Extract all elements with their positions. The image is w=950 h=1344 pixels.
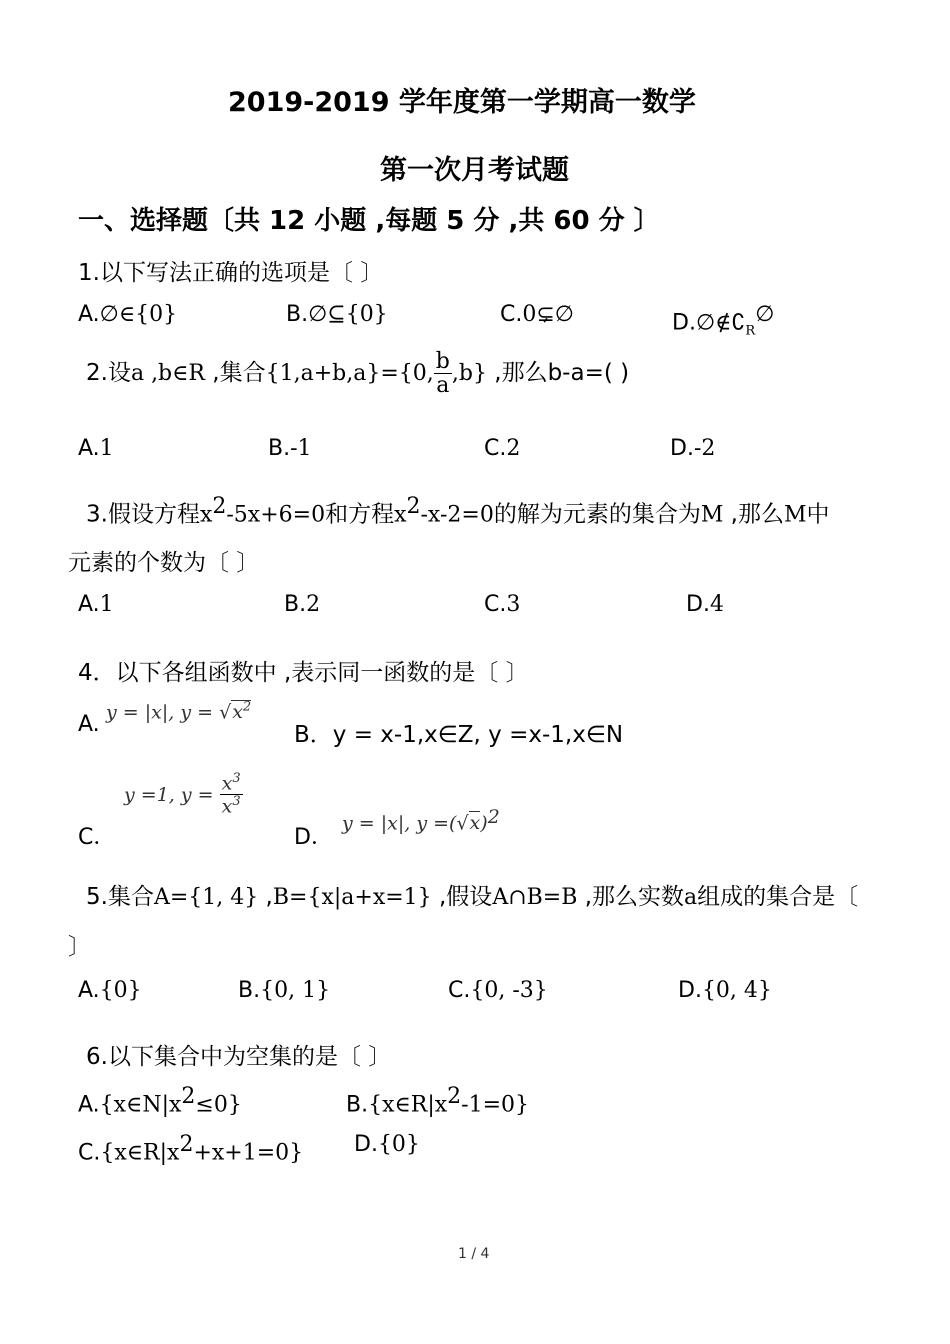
- q5-option-d: D.{0, 4}: [678, 978, 772, 1003]
- q4-option-a: A.: [78, 712, 100, 737]
- q6-option-c: $C.\{x\in R|x^2+x+1=0\}$: [78, 1132, 304, 1166]
- q4-stem: 4．以下各组函数中 ,表示同一函数的是〔 〕: [78, 660, 529, 686]
- page-number: 1 / 4: [458, 1246, 490, 1262]
- q4-option-b: B．y = x-1,x∈Z, y =x-1,x∈N: [294, 722, 624, 748]
- q3-option-a: A.1: [78, 592, 114, 617]
- exam-title: 2019-2019 学年度第一学期高一数学: [228, 87, 696, 118]
- q2-stem: 2.设a ,b∈R ,集合{1,a+b,a}={0, $\frac{b}{a}$ ,b} ,那么b-a=( ): [86, 349, 630, 399]
- q2-option-b: B.-1: [268, 436, 312, 461]
- q5-option-a: A.{0}: [78, 978, 142, 1003]
- q2-option-c: C.2: [484, 436, 521, 461]
- q4-option-c: C．: [78, 825, 116, 850]
- q6-option-a: $A.\{x\in N|x^2\le 0\}$: [78, 1084, 242, 1118]
- q1-option-a: A.∅∈{0}: [78, 302, 178, 327]
- q5-stem: 5.集合A={1, 4} ,B={x|a+x=1} ,假设A∩B=B ,那么实数a组成的集合是〔: [86, 884, 859, 910]
- q4-option-d-formula: y = |x|, $y =(√x)^2$: [342, 806, 500, 835]
- q4-option-c-formula: y =1, y = $\frac{x^3}{x^3}$: [124, 771, 241, 818]
- section-heading: 一、选择题〔共 12 小题 ,每题 5 分 ,共 60 分 〕: [78, 206, 660, 236]
- q2-option-a: A.1: [78, 436, 114, 461]
- q3-option-d: D.4: [686, 592, 724, 617]
- q3-stem-line2: 元素的个数为〔 〕: [68, 550, 260, 576]
- q1-option-c: C.0⊊∅: [500, 302, 574, 327]
- q3-stem: 3.假设方程$x^2-5x+6=0$和方程$x^2-x-2=0$的解为元素的集合为M ,那么M中: [86, 494, 830, 528]
- q5-stem-line2: 〕: [68, 934, 91, 960]
- q3-option-b: B.2: [284, 592, 321, 617]
- q6-option-d: D.{0}: [354, 1132, 420, 1157]
- q4-option-d: D．: [294, 825, 333, 850]
- q6-stem: 6.以下集合中为空集的是〔 〕: [86, 1044, 392, 1070]
- exam-subtitle: 第一次月考试题: [380, 155, 569, 186]
- q1-option-b: B.∅⊆{0}: [286, 302, 388, 327]
- q4-option-a-formula: y = |x|, $y = √x^2$: [106, 700, 252, 724]
- q2-option-d: D.-2: [670, 436, 716, 461]
- q5-option-c: C.{0, -3}: [448, 978, 548, 1003]
- q1-stem: 1.以下写法正确的选项是〔 〕: [78, 260, 384, 286]
- q3-option-c: C.3: [484, 592, 521, 617]
- q6-option-b: $B.\{x\in R|x^2-1=0\}$: [346, 1084, 530, 1118]
- q1-option-d: $D.\emptyset\notin∁_R^\emptyset$: [672, 302, 775, 339]
- q5-option-b: B.{0, 1}: [238, 978, 331, 1003]
